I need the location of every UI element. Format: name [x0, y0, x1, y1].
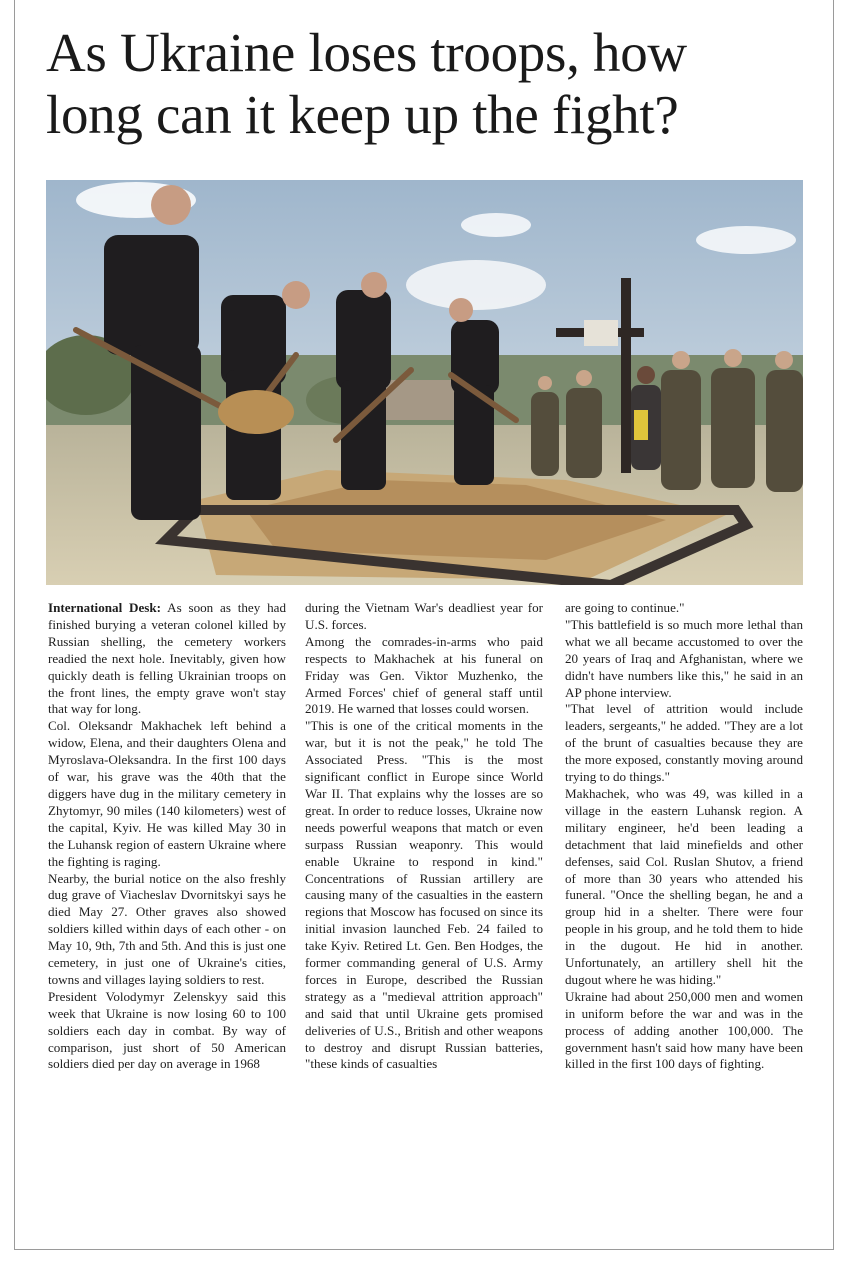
headline-line-2: long can it keep up the fight?	[46, 84, 679, 145]
headline	[46, 22, 806, 146]
dateline: International Desk:	[48, 600, 162, 615]
article-paragraph: "This is one of the critical moments in the war, but it is not the peak," he told The Associated Press. "This is the most significant conflict in Europe since World War II. That explains why the losses are so great. In order to reduce losses, Ukraine now needs powerful weapons that match or even surpass Russian weaponry. This would enable Ukraine to respond in kind." Concentrations of Russian artillery are causing many of the casualties in the eastern regions that Moscow has focused on since its initial invasion launched Feb. 24 failed to take Kyiv. Retired Lt. Gen. Ben Hodges, the former commanding general of U.S. Army forces in Europe, described the Russian strategy as a "medieval attrition approach" and said that until Ukraine gets promised deliveries of U.S., British and other weapons to destroy and disrupt Russian batteries, "these kinds of casualties	[305, 718, 543, 1072]
article-paragraph: International Desk: As soon as they had finished burying a veteran colonel killed by Russian shelling, the cemetery workers readied the next hole. Inevitably, given how quickly death is felling Ukrainian troops on the front lines, the empty grave won't stay that way for long.	[48, 600, 287, 717]
article-paragraph: "That level of attrition would include leaders, sergeants," he added. "They are a lot of the brunt of casualties because they are the more exposed, constantly moving around trying to do things."	[565, 701, 803, 785]
article-paragraph: Nearby, the burial notice on the also freshly dug grave of Viacheslav Dvornitskyi says he died May 27. Other graves also showed soldiers killed within days of each other - on May 10, 9th, 7th and 5th. And this is just one cemetery, in just one of Ukraine's cities, towns and villages laying soldiers to rest.	[48, 870, 286, 987]
article-paragraph: "This battlefield is so much more lethal than what we all became accustomed to over the 20 years of Iraq and Afghanistan, where we didn't have numbers like this," he said in an AP phone interview.	[565, 616, 803, 700]
headline-line-1: As Ukraine loses troops, how	[46, 22, 687, 83]
article-photo	[46, 180, 803, 585]
article-paragraph: during the Vietnam War's deadliest year for U.S. forces.	[305, 600, 543, 632]
article-column-3	[565, 600, 803, 1073]
article-column-1	[48, 600, 286, 1073]
article-paragraph: President Volodymyr Zelenskyy said this week that Ukraine is now losing 60 to 100 soldiers each day in combat. By way of comparison, just short of 50 American soldiers died per day on average in 1968	[48, 988, 286, 1072]
article-column-2	[305, 600, 543, 1073]
article-paragraph: Ukraine had about 250,000 men and women in uniform before the war and was in the process of adding another 100,000. The government hasn't said how many have been killed in the first 100 days of fighting.	[565, 988, 803, 1072]
article-paragraph: Makhachek, who was 49, was killed in a village in the eastern Luhansk region. A military engineer, he'd been leading a detachment that laid minefields and other defenses, said Col. Ruslan Shutov, a friend of more than 30 years who attended his funeral. "Once the shelling began, he and a group hid in a shelter. There were four people in his group, and he told them to hide in the dugout. He hid in another. Unfortunately, an artillery shell hit the dugout where he was hiding."	[565, 785, 803, 987]
article-paragraph: Col. Oleksandr Makhachek left behind a widow, Elena, and their daughters Olena and Myroslava-Oleksandra. In the first 100 days of war, his grave was the 40th that the diggers have dug in the military cemetery in Zhytomyr, 90 miles (140 kilometers) west of the capital, Kyiv. He was killed May 30 in the Luhansk region of eastern Ukraine where the fighting is raging.	[48, 718, 286, 869]
article-paragraph: Among the comrades-in-arms who paid respects to Makhachek at his funeral on Friday was Gen. Viktor Muzhenko, the Armed Forces' chief of general staff until 2019. He warned that losses could worsen.	[305, 633, 543, 717]
article-paragraph: are going to continue."	[565, 600, 685, 615]
